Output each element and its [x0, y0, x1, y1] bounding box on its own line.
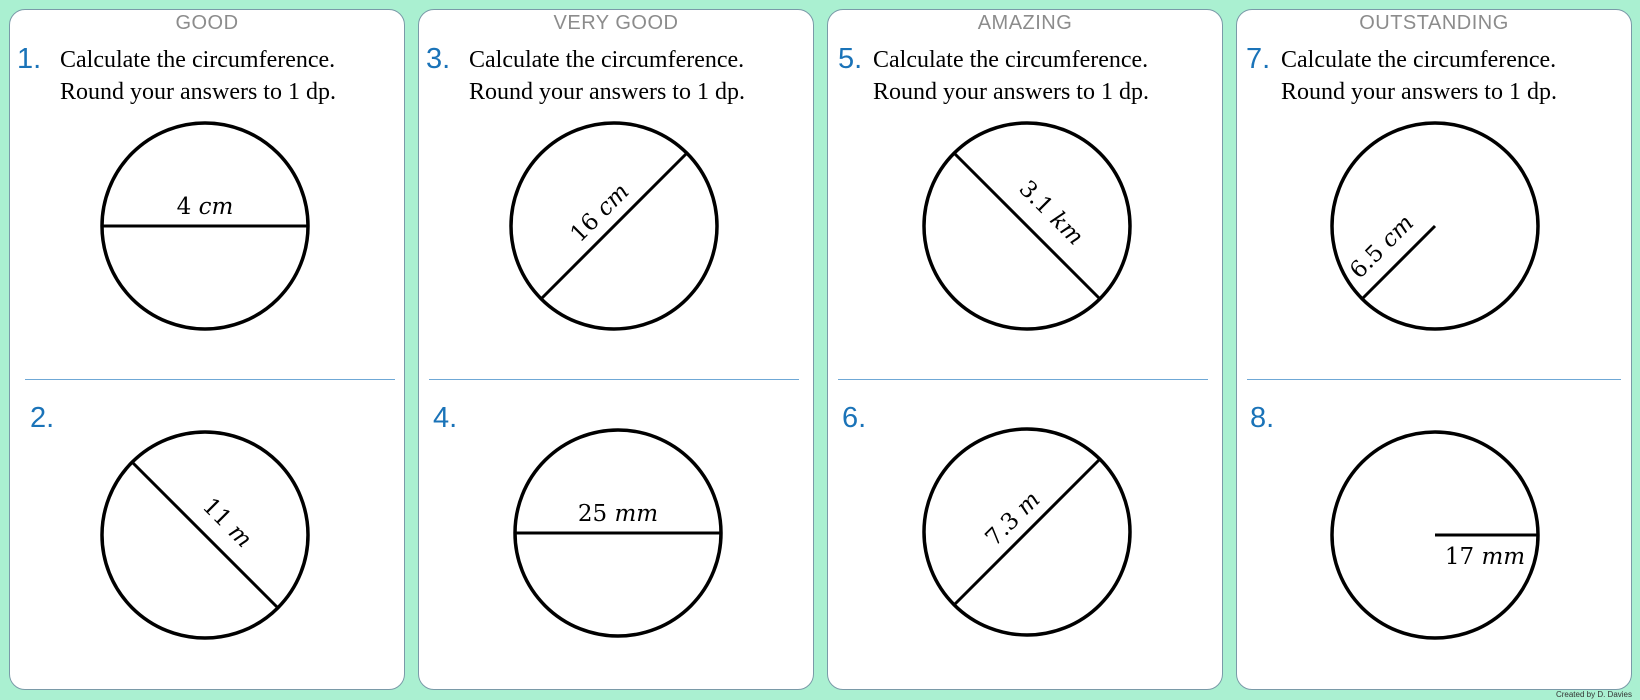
- measurement-label: 4 cm: [176, 194, 234, 220]
- panel-outstanding: [1236, 9, 1632, 690]
- panel-title: GOOD: [175, 12, 239, 34]
- diameter-line: [954, 459, 1100, 605]
- divider: [1247, 379, 1621, 380]
- question-number: 6.: [842, 402, 867, 434]
- divider: [429, 379, 799, 380]
- panel-title: VERY GOOD: [553, 12, 679, 34]
- circle-diagram-q4: [513, 428, 723, 638]
- instruction-line: Calculate the circumference.: [469, 47, 745, 73]
- circle-diagram-q7: [1330, 122, 1540, 332]
- panel-good: [9, 9, 405, 690]
- measurement-label: 7.3 m: [980, 486, 1046, 552]
- panel-amazing: [827, 9, 1223, 690]
- circle-diagram-q2: [100, 430, 310, 640]
- instruction-line: Calculate the circumference.: [873, 47, 1149, 73]
- diameter-line: [541, 153, 687, 299]
- question-number: 7.: [1246, 43, 1271, 75]
- measurement-label: 25 mm: [577, 501, 659, 527]
- circle-diagram-q1: [100, 122, 310, 332]
- measurement-label: 3.1 km: [1013, 175, 1089, 251]
- circle-diagram-q5: [922, 122, 1132, 332]
- instruction-line: Round your answers to 1 dp.: [469, 79, 745, 105]
- question-number: 3.: [426, 43, 451, 75]
- question-number: 2.: [30, 402, 55, 434]
- question-number: 4.: [433, 402, 458, 434]
- question-number: 8.: [1250, 402, 1275, 434]
- question-instruction: [60, 44, 336, 108]
- circle-diagram-q3: [509, 122, 719, 332]
- divider: [838, 379, 1208, 380]
- instruction-line: Round your answers to 1 dp.: [60, 79, 336, 105]
- question-number: 5.: [838, 43, 863, 75]
- measurement-label: 11 m: [197, 493, 257, 553]
- question-number: 1.: [17, 43, 42, 75]
- question-instruction: [1281, 44, 1557, 108]
- divider: [25, 379, 395, 380]
- question-instruction: [873, 44, 1149, 108]
- instruction-line: Round your answers to 1 dp.: [873, 79, 1149, 105]
- instruction-line: Calculate the circumference.: [60, 47, 336, 73]
- circle-diagram-q6: [922, 428, 1132, 638]
- panel-very-good: [418, 9, 814, 690]
- question-instruction: [469, 44, 745, 108]
- panel-title: OUTSTANDING: [1359, 12, 1509, 34]
- instruction-line: Round your answers to 1 dp.: [1281, 79, 1557, 105]
- measurement-label: 16 cm: [565, 178, 635, 248]
- measurement-label: 17 mm: [1444, 544, 1526, 570]
- instruction-line: Calculate the circumference.: [1281, 47, 1557, 73]
- measurement-label: 6.5 cm: [1345, 210, 1420, 285]
- panel-title: AMAZING: [977, 12, 1073, 34]
- circle-diagram-q8: [1330, 430, 1540, 640]
- credit-text: Created by D. Davies: [1555, 690, 1632, 699]
